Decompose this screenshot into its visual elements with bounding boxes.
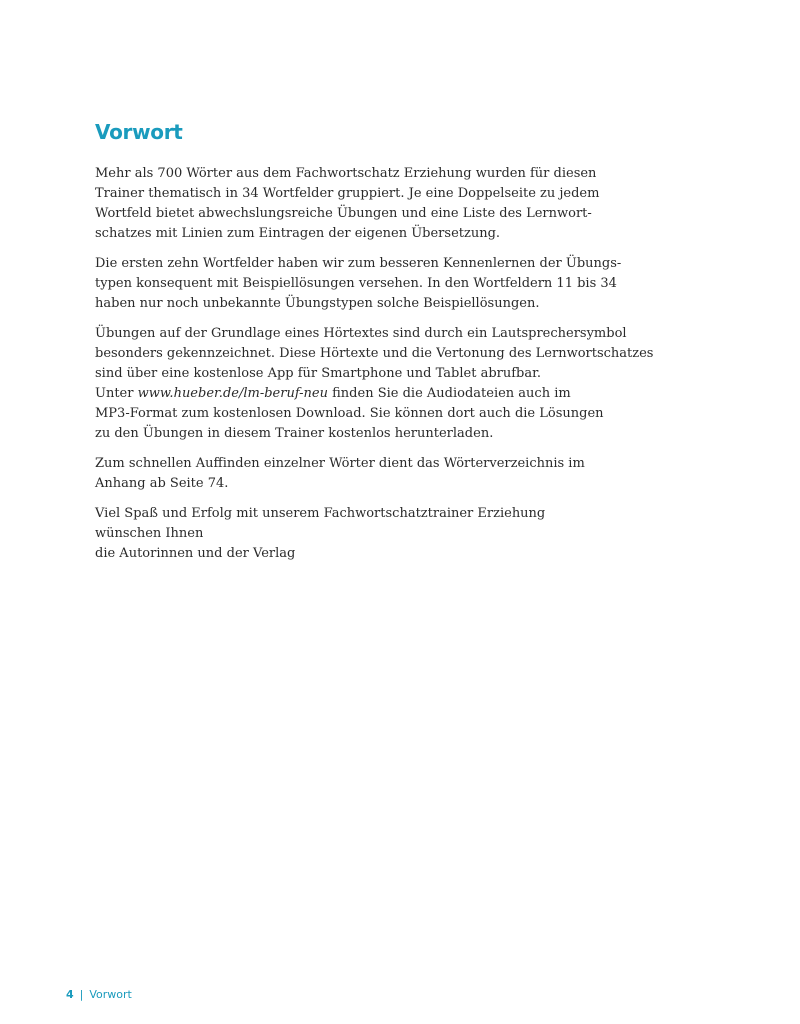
page-title: Vorwort [95,120,183,144]
paragraph-index [95,454,655,494]
page-footer [66,987,132,1003]
body-text [95,164,655,574]
text-line: Trainer thematisch in 34 Wortfelder gruppiert. Je eine Doppelseite zu jedem [95,186,600,201]
text-line: sind über eine kostenlose App für Smartphone und Tablet abrufbar. [95,366,542,381]
text-line: Anhang ab Seite 74. [95,476,229,491]
paragraph-closing [95,504,655,564]
download-url-link[interactable]: www.hueber.de/lm-beruf-neu [137,386,328,401]
text-line: Mehr als 700 Wörter aus dem Fachwortschatz Erziehung wurden für diesen [95,166,597,181]
text-line: Wortfeld bietet abwechslungsreiche Übungen und eine Liste des Lernwort- [95,206,592,221]
footer-section-title: Vorwort [89,988,132,1001]
text-line-with-url [95,384,655,404]
text-line: wünschen Ihnen [95,526,204,541]
paragraph-audio [95,324,655,444]
footer-separator: | [79,988,84,1001]
text-line: Übungen auf der Grundlage eines Hörtextes sind durch ein Lautsprechersymbol [95,326,627,341]
paragraph-intro [95,164,655,244]
url-prefix: Unter [95,386,138,401]
signature-line: die Autorinnen und der Verlag [95,546,296,561]
text-line: haben nur noch unbekannte Übungstypen solche Beispiellösungen. [95,296,540,311]
text-line: besonders gekennzeichnet. Diese Hörtexte und die Vertonung des Lernwortschatzes [95,346,654,361]
text-line: zu den Übungen in diesem Trainer kostenlos herunterladen. [95,426,494,441]
text-line: Zum schnellen Auffinden einzelner Wörter dient das Wörterverzeichnis im [95,456,585,471]
text-line: MP3-Format zum kostenlosen Download. Sie können dort auch die Lösungen [95,406,604,421]
text-line: Die ersten zehn Wortfelder haben wir zum besseren Kennenlernen der Übungs- [95,256,622,271]
text-line: Viel Spaß und Erfolg mit unserem Fachwortschatztrainer Erziehung [95,506,546,521]
paragraph-examples [95,254,655,314]
text-line: typen konsequent mit Beispiellösungen versehen. In den Wortfeldern 11 bis 34 [95,276,617,291]
text-line: schatzes mit Linien zum Eintragen der eigenen Übersetzung. [95,226,501,241]
url-suffix: finden Sie die Audiodateien auch im [328,386,571,401]
page-number: 4 [66,988,74,1001]
